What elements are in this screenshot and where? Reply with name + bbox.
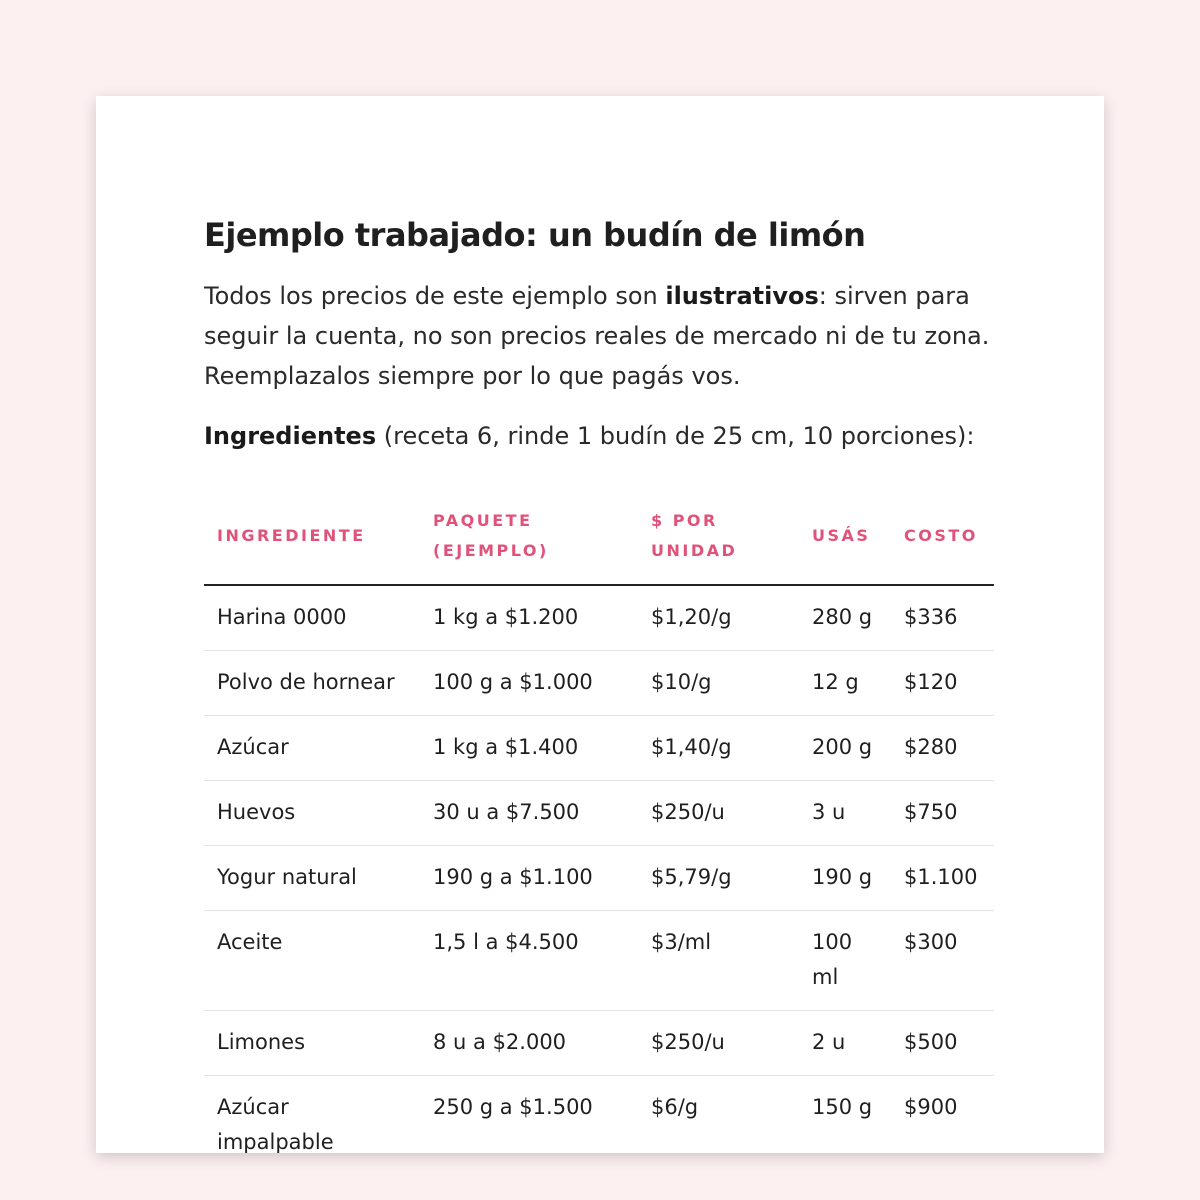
cell-ingrediente: Yogur natural (204, 846, 420, 911)
cell-costo: $120 (891, 651, 994, 716)
cell-paquete: 1,5 l a $4.500 (420, 911, 638, 1011)
document-page (96, 96, 1104, 1153)
section-heading: Ejemplo trabajado: un budín de limón (204, 216, 866, 254)
cell-usas: 100 ml (799, 911, 891, 1011)
cell-costo: $300 (891, 911, 994, 1011)
ingredients-label: Ingredientes (204, 422, 377, 450)
cell-usas: 200 g (799, 716, 891, 781)
table-row (204, 1076, 994, 1154)
cell-costo: $1.100 (891, 846, 994, 911)
cell-usas: 2 u (799, 1011, 891, 1076)
cell-por-unidad: $1,40/g (638, 716, 799, 781)
cell-paquete: 1 kg a $1.400 (420, 716, 638, 781)
intro-text-1: Todos los precios de este ejemplo son (204, 282, 666, 310)
cell-ingrediente: Azúcar impalpable (204, 1076, 420, 1154)
header-costo: COSTO (891, 488, 994, 585)
table-row (204, 781, 994, 846)
table-row (204, 911, 994, 1011)
table-row (204, 585, 994, 651)
cell-costo: $280 (891, 716, 994, 781)
cell-ingrediente: Huevos (204, 781, 420, 846)
cell-por-unidad: $250/u (638, 1011, 799, 1076)
table-row (204, 716, 994, 781)
cell-usas: 150 g (799, 1076, 891, 1154)
cell-por-unidad: $5,79/g (638, 846, 799, 911)
header-por-unidad: $ POR UNIDAD (638, 488, 799, 585)
cell-ingrediente: Aceite (204, 911, 420, 1011)
header-paquete: PAQUETE (EJEMPLO) (420, 488, 638, 585)
cell-costo: $500 (891, 1011, 994, 1076)
table-row (204, 846, 994, 911)
header-usas: USÁS (799, 488, 891, 585)
table-row (204, 1011, 994, 1076)
cell-por-unidad: $250/u (638, 781, 799, 846)
cell-ingrediente: Harina 0000 (204, 585, 420, 651)
ingredients-detail: (receta 6, rinde 1 budín de 25 cm, 10 porciones): (376, 422, 975, 450)
cell-costo: $336 (891, 585, 994, 651)
cell-por-unidad: $1,20/g (638, 585, 799, 651)
cell-paquete: 100 g a $1.000 (420, 651, 638, 716)
intro-text-2: : sirven para seguir la cuenta, no son precios reales de mercado ni de tu zona. Reemplazalos siempre por lo que pagás vos. (204, 282, 990, 390)
cell-por-unidad: $6/g (638, 1076, 799, 1154)
cell-usas: 3 u (799, 781, 891, 846)
cell-ingrediente: Polvo de hornear (204, 651, 420, 716)
cell-usas: 280 g (799, 585, 891, 651)
intro-paragraph (204, 276, 994, 396)
cell-costo: $750 (891, 781, 994, 846)
table-row (204, 651, 994, 716)
article-content (204, 216, 994, 1153)
cell-paquete: 250 g a $1.500 (420, 1076, 638, 1154)
cell-paquete: 190 g a $1.100 (420, 846, 638, 911)
intro-bold: ilustrativos (665, 282, 819, 310)
cell-por-unidad: $10/g (638, 651, 799, 716)
ingredients-paragraph (204, 416, 994, 456)
header-ingrediente: INGREDIENTE (204, 488, 420, 585)
cell-paquete: 30 u a $7.500 (420, 781, 638, 846)
table-header-row (204, 488, 994, 585)
cell-paquete: 8 u a $2.000 (420, 1011, 638, 1076)
cell-paquete: 1 kg a $1.200 (420, 585, 638, 651)
cell-costo: $900 (891, 1076, 994, 1154)
cell-usas: 190 g (799, 846, 891, 911)
cell-ingrediente: Azúcar (204, 716, 420, 781)
cell-por-unidad: $3/ml (638, 911, 799, 1011)
ingredients-table (204, 488, 994, 1153)
cell-usas: 12 g (799, 651, 891, 716)
cell-ingrediente: Limones (204, 1011, 420, 1076)
